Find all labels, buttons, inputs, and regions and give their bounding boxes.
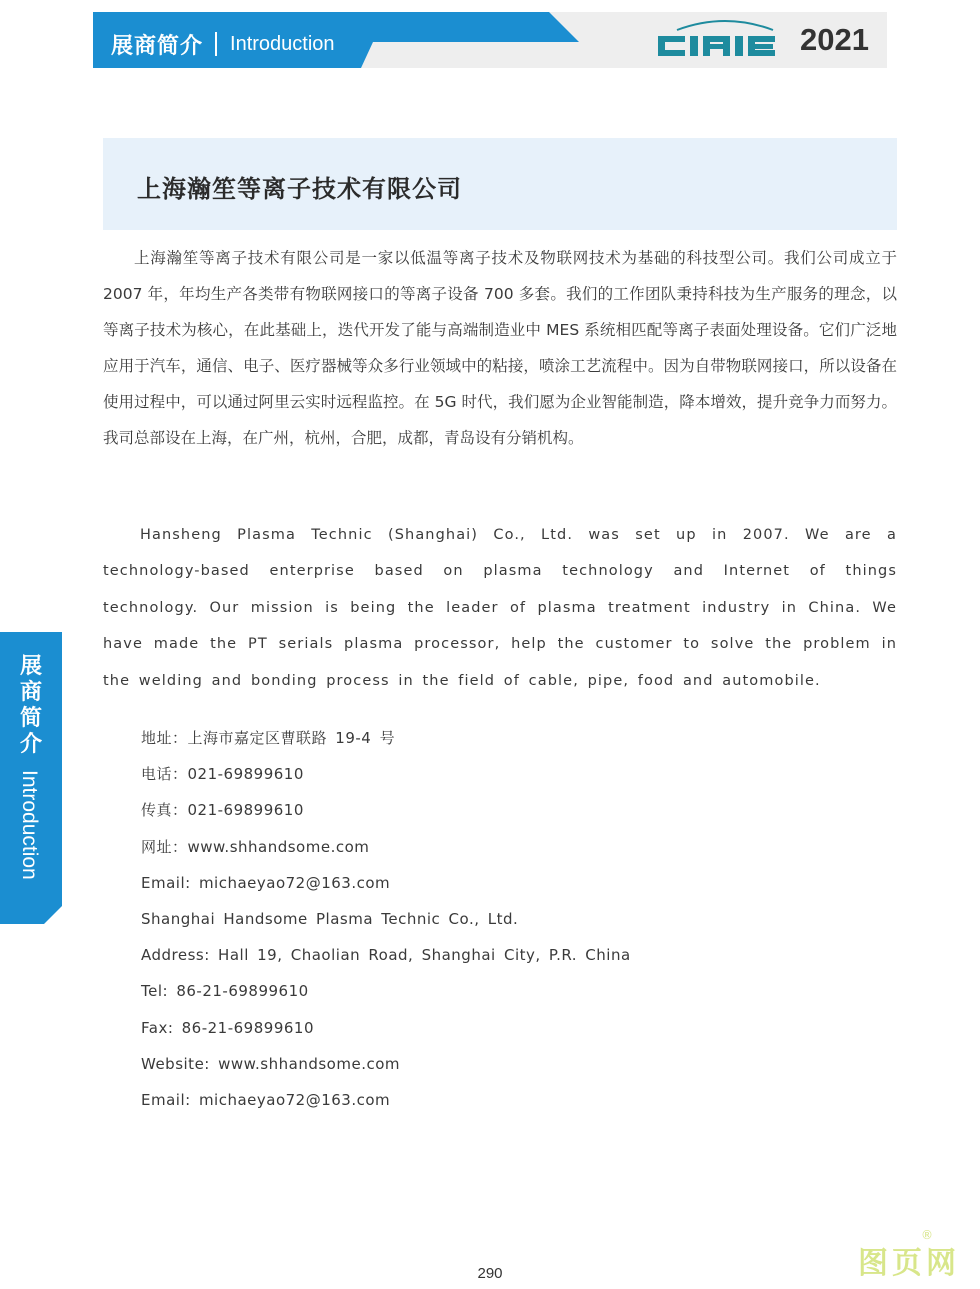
logo-year: 2021 bbox=[800, 22, 869, 57]
company-title: 上海瀚笙等离子技术有限公司 bbox=[137, 175, 462, 203]
watermark: 图页网 bbox=[858, 1246, 960, 1281]
intro-paragraph-cn: 上海瀚笙等离子技术有限公司是一家以低温等离子技术及物联网技术为基础的科技型公司。我们公司成立于 2007 年，年均生产各类带有物联网接口的等离子设备 700 多套。我们的工作团队秉持科技为生产服务的理念，以等离子技术为核心，在此基础上，迭代开发了能与高端制造业中 MES 系统相匹配等离子表面处理设备。它们广泛地应用于汽车，通信、电子、医疗器械等众多行业领域中的粘接，喷涂工艺流程中。因为自带物联网接口，所以设备在使用过程中，可以通过阿里云实时远程监控。在 5G 时代，我们愿为企业智能制造，降本增效，提升竞争力而努力。我司总部设在上海，在广州，杭州，合肥，成都，青岛设有分销机构。 bbox=[103, 249, 897, 447]
contact-email-cn: Email: michaeyao72@163.com bbox=[141, 873, 391, 892]
contact-email-en: Email: michaeyao72@163.com bbox=[141, 1090, 391, 1109]
header-section-cn: 展商简介 bbox=[111, 33, 204, 59]
intro-paragraph-en: Hansheng Plasma Technic (Shanghai) Co., Ltd. was set up in 2007. We are a technology-based enterprise based on plasma technology and Internet of things technology. Our mission is being the leader of plasma treatment industry in China. We have made the PT serials plasma processor, help the customer to solve the problem in the welding and bonding process in the field of cable, pipe, food and automobile. bbox=[103, 527, 897, 689]
contact-info bbox=[141, 720, 631, 1118]
company-title-box bbox=[103, 138, 897, 230]
watermark-registered-mark: ® bbox=[921, 1228, 933, 1242]
ciaie-logo bbox=[655, 16, 875, 64]
contact-tel-en: Tel: 86-21-69899610 bbox=[141, 982, 309, 1001]
contact-fax-cn: 传真：021-69899610 bbox=[141, 801, 304, 820]
header-section-en: Introduction bbox=[230, 32, 335, 55]
contact-address-cn: 地址：上海市嘉定区曹联路 19-4 号 bbox=[141, 729, 396, 747]
contact-fax-en: Fax: 86-21-69899610 bbox=[141, 1018, 314, 1037]
header-section-title bbox=[111, 26, 335, 62]
contact-website-cn: 网址：www.shhandsome.com bbox=[141, 837, 370, 856]
contact-phone-cn: 电话：021-69899610 bbox=[141, 765, 304, 784]
side-tab-cn: 展商简介 bbox=[19, 654, 42, 757]
header-divider bbox=[215, 32, 217, 56]
contact-website-en: Website: www.shhandsome.com bbox=[141, 1054, 400, 1073]
page-number: 290 bbox=[477, 1265, 503, 1282]
ciaie-logo-mark bbox=[655, 16, 795, 64]
contact-company-en: Shanghai Handsome Plasma Technic Co., Ltd. bbox=[141, 909, 519, 928]
side-tab-en: Introduction bbox=[18, 770, 41, 880]
contact-address-en: Address: Hall 19, Chaolian Road, Shanghai City, P.R. China bbox=[141, 946, 631, 965]
